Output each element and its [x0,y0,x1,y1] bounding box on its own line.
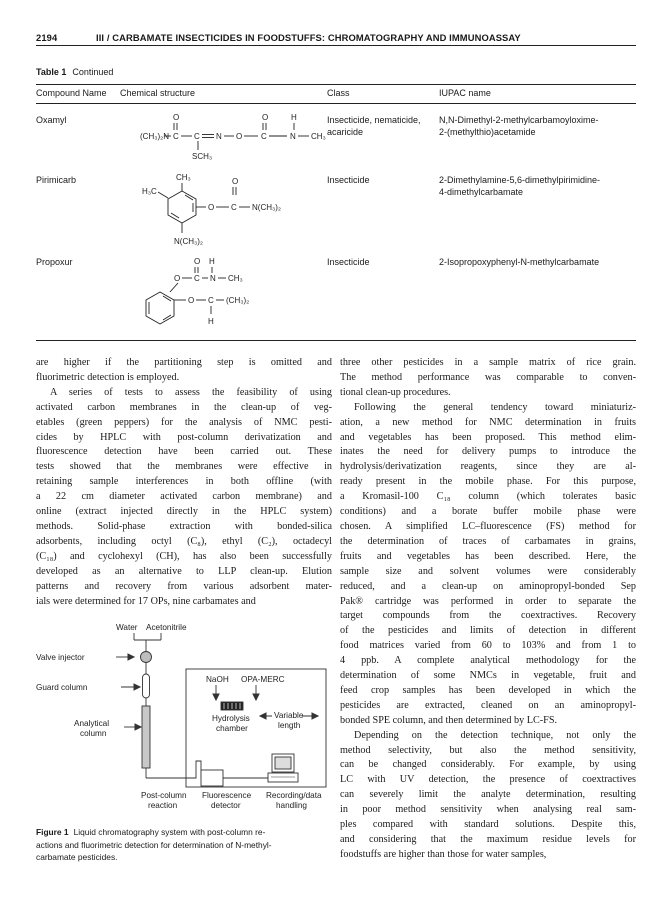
text-line: can be changed considerably. For example, by using [340,759,636,771]
atom-o: O [208,203,215,212]
table-caption-text: Continued [72,67,114,77]
iupac-line: N,N-Dimethyl-2-methylcarbamoyloxime- [439,115,599,125]
running-title: III / CARBAMATE INSECTICIDES IN FOODSTUFFS: CHROMATOGRAPHY AND IMMUNOASSAY [96,32,521,43]
label-hydrolysis: Hydrolysis [212,714,250,723]
table-bottom-rule [36,340,636,341]
atom-c: C [208,296,214,305]
label-guard-column: Guard column [36,683,88,692]
atom-o: O [262,113,269,122]
label-length: length [278,721,301,730]
class-line: acaricide [327,127,364,137]
atom-c: C [194,274,200,283]
text-line: fluorimetric detection is employed. [36,371,180,383]
left-column [36,356,332,609]
class-line: Insecticide, nematicide, [327,115,421,125]
atom-h: H [208,317,214,326]
text-line: bonded SPE column, and then determined by LC-FS. [340,714,558,726]
label-detector: detector [211,801,241,810]
label-analytical: Analytical [74,719,110,728]
iupac-oxamyl [439,114,599,138]
pirimicarb-structure [140,170,300,250]
text-line: Depending on the detection technique, not only the [354,729,636,741]
oxamyl-structure [140,110,330,165]
table-caption [36,67,113,77]
text-line: retaining sample interferences in both offline (with [36,476,332,488]
text-line: the determination of traces of carbamates in grains, [340,535,636,547]
atom-n: N [210,274,216,283]
text-line: and vegetables has been proposed. This method elim- [340,431,636,443]
col-header-class: Class [327,88,350,98]
label-valve-injector: Valve injector [36,653,85,662]
atom-c: C [261,132,267,141]
figure-1-diagram [36,618,332,818]
text-line: cides by HPLC with post-column derivatization and [36,431,332,443]
label-fluorescence: Fluorescence [202,791,252,800]
atom-group: N(CH₃)₂ [174,237,204,246]
text-line: (C₁₈) and cyclohexyl (CH), has also been successfully [36,550,332,562]
class-pirimicarb: Insecticide [327,175,370,185]
col-header-structure: Chemical structure [120,88,196,98]
atom-o: O [232,177,239,186]
col-header-compound: Compound Name [36,88,107,98]
atom-h: H [291,113,297,122]
text-line: can severely limit the analyte determination, resulting [340,789,636,801]
atom-group: (CH₃)₂N [140,132,170,141]
text-line: a Kromasil-100 C₁₈ column (which tolerates basic [340,491,636,503]
table-top-rule [36,84,636,85]
class-oxamyl [327,114,421,138]
atom-group: SCH₃ [192,152,213,161]
text-line: ples compared with standard solutions. Despite this, [340,819,636,831]
right-column [340,356,636,863]
table-header-rule [36,103,636,104]
running-header [36,30,636,46]
atom-o: O [236,132,243,141]
atom-n: N [216,132,222,141]
atom-o: O [174,274,181,283]
label-chamber: chamber [216,724,248,733]
text-line: fluorescence detection have been carried out. These [36,446,332,458]
text-line: activated carbon membranes in the clean-up of veg- [36,401,332,413]
compound-name-pirimicarb: Pirimicarb [36,175,77,185]
text-line: The method performance was comparable to conven- [340,371,636,383]
text-line: adsorbents, including octyl (C₈), ethyl (C₂), octadecyl [36,535,332,547]
iupac-line: 4-dimethylcarbamate [439,187,524,197]
text-line: target compounds from the coextractives. Recovery [340,610,636,622]
text-line: LC with UV detection, the presence of coextractives [340,774,636,786]
iupac-propoxur: 2-Isopropoxyphenyl-N-methylcarbamate [439,257,600,267]
text-line: in poor method sensitivity when analysing real sam- [340,804,636,816]
text-line: A series of tests to assess the feasibility of using [50,386,332,398]
text-line: feed crop samples has been developed in which the [340,684,636,696]
text-line: are higher if the partitioning step is omitted and [36,357,332,368]
iupac-pirimicarb [439,174,600,198]
propoxur-structure [140,254,290,334]
label-reaction: reaction [148,801,178,810]
text-line: Pak® cartridge was performed in order to separate the [340,595,636,607]
text-line: online (extract injected directly in the HPLC system) [36,506,332,518]
compound-name-oxamyl: Oxamyl [36,115,67,125]
recording-keyboard-icon [268,773,298,782]
text-line: tests showed that the membranes were effective in [36,461,332,473]
label-naoh: NaOH [206,675,229,684]
atom-o: O [194,257,201,266]
text-line: etables (green peppers) for the analysis of NMC pesti- [36,416,332,428]
caption-line: actions and fluorimetric detection for determination of N-methyl- [36,839,272,850]
atom-group: CH₃ [228,274,243,283]
label-column: column [80,729,107,738]
text-line: inates the need for delivery pumps to introduce the [340,446,636,458]
label-opa-merc: OPA-MERC [241,675,285,684]
text-line: ready present in the mobile phase. For this purpose, [340,476,636,488]
text-line: of the pesticides and limits of detection in different [340,625,636,637]
text-line: conditions) and a borate buffer mobile phase were [340,506,636,518]
text-line: food matrices varied from 60 to 103% and from 1 to [340,640,636,652]
iupac-line: 2-(methylthio)acetamide [439,127,536,137]
iupac-line: 2-Dimethylamine-5,6-dimethylpirimidine- [439,175,601,185]
table-label: Table 1 [36,67,67,77]
text-line: a 22 cm diameter activated carbon membrane) and [36,491,332,503]
text-line: three other pesticides in a sample matrix of rice grain. [340,357,636,368]
class-propoxur: Insecticide [327,257,370,267]
col-header-iupac: IUPAC name [439,88,491,98]
atom-group: (CH₃)₂ [226,296,250,305]
atom-o: O [173,113,180,122]
atom-c: C [231,203,237,212]
text-line: sample size and solvent volumes were considerably [340,565,636,577]
compound-name-propoxur: Propoxur [36,257,73,267]
atom-c: C [173,132,179,141]
text-line: ials were determined for 17 OPs, nine carbamates and [36,595,256,607]
atom-group: N(CH₃)₂ [252,203,282,212]
text-line: determination of some NMCs in vegetable, fruit and [340,670,636,682]
label-variable: Variable [274,711,304,720]
text-line: chosen. A simplified LC–fluorescence (FS) method for [340,520,636,532]
label-acetonitrile: Acetonitrile [146,623,187,632]
text-line: fruits and vegetables has been described. Here, the [340,550,636,562]
caption-line: Liquid chromatography system with post-column re- [73,827,266,837]
atom-group: CH₃ [311,132,326,141]
atom-o: O [188,296,195,305]
atom-group: CH₃ [176,173,191,182]
page-number: 2194 [36,32,58,43]
valve-injector-icon [141,652,152,663]
text-line: hydrolysis/derivatization reagents, since they are al- [340,461,636,473]
text-line: pesticides are extracted, cleaned on an aminopropyl- [340,699,636,711]
figure-label: Figure 1 [36,827,69,837]
atom-c: C [194,132,200,141]
text-line: tional clean-up procedures. [340,386,451,398]
label-recording-data: Recording/data [266,791,322,800]
text-line: developed as an alternative to LLP clean-up. Elution [36,565,332,577]
text-line: 4 ppb. A complete analytical methodology for the [340,655,636,667]
label-handling: handling [276,801,307,810]
atom-n: N [290,132,296,141]
guard-column-icon [143,674,150,698]
text-line: ation, a new method for NMC determination in fruits [340,416,636,428]
text-line: foodstuffs are higher than those for water samples, [340,848,547,860]
text-line: and considering that the maximum residue levels for [340,834,636,845]
text-line: Following the general tendency toward miniaturiz- [354,401,636,413]
caption-line: carbamate pesticides. [36,852,118,862]
atom-h: H [209,257,215,266]
text-line: reduced, and a clean-up on aminopropyl-bonded Sep [340,580,636,592]
label-water: Water [116,623,138,632]
fluorescence-detector-icon [201,770,223,786]
text-line: methods. Solid-phase extraction with bonded-silica [36,520,332,532]
text-line: patterns and recovery from various adsorbent mater- [36,580,332,592]
text-line: method selectivity, but also the method sensitivity, [340,744,636,756]
label-post-column: Post-column [141,791,187,800]
atom-group: H₃C [142,187,157,196]
figure-1-caption [36,826,334,864]
analytical-column-icon [142,706,150,768]
